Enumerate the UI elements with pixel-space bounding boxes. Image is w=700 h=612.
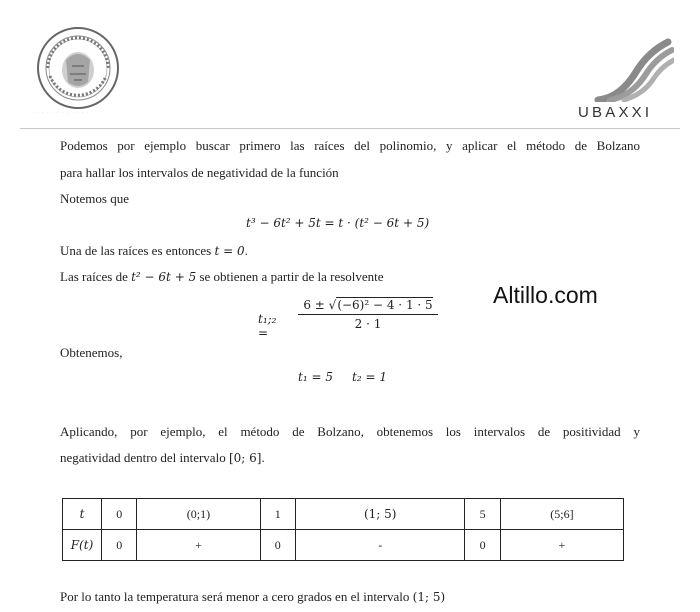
paragraph-intro-line1: Podemos por ejemplo buscar primero las raíces del polinomio, y aplicar el método de Bolzano [60, 138, 640, 153]
paragraph-bolzano-line1: Aplicando, por ejemplo, el método de Bolzano, obtenemos los intervalos de positividad y [60, 424, 640, 439]
formula-radicand: (−6)² − 4 · 1 · 5 [337, 298, 433, 312]
roots-result: t₁ = 5 t₂ = 1 [298, 370, 387, 384]
paragraph-obtenemos: Obtenemos, [60, 345, 123, 360]
table-cell: (5;6] [500, 499, 623, 530]
table-cell: (0;1) [137, 499, 260, 530]
table-cell: + [137, 530, 260, 561]
resolvente-text-b: se obtienen a partir de la resolvente [196, 269, 384, 284]
table-cell: t [63, 499, 102, 530]
formula-lhs: t₁;₂ = [258, 312, 277, 340]
conclusion-interval-math: (1; 5) [412, 590, 446, 604]
table-cell: 0 [465, 530, 500, 561]
paragraph-notemos: Notemos que [60, 191, 129, 206]
conclusion-text: Por lo tanto la temperatura será menor a cero grados en el intervalo [60, 589, 413, 604]
university-seal-logo [36, 26, 120, 110]
resolvente-text-a: Las raíces de [60, 269, 132, 284]
table-cell: 1 [260, 499, 295, 530]
table-cell: - [295, 530, 465, 561]
table-cell: 5 [465, 499, 500, 530]
equation-factorization: t³ − 6t² + 5t = t · (t² − 6t + 5) [246, 216, 430, 230]
table-cell: 0 [102, 499, 137, 530]
header-divider [20, 128, 680, 129]
formula-fraction [298, 298, 438, 331]
watermark-text: Altillo.com [493, 282, 598, 308]
table-cell: 0 [102, 530, 137, 561]
table-cell: F(t) [63, 530, 102, 561]
seal-caption-decoration: · · · · · · · · · · · · [32, 110, 90, 116]
paragraph-conclusion [60, 588, 445, 606]
formula-denominator: 2 · 1 [354, 317, 382, 331]
formula-numerator: 6 ± √(−6)² − 4 · 1 · 5 [298, 298, 438, 315]
ubaxxi-logo-mark [592, 38, 674, 102]
table-cell: + [500, 530, 623, 561]
table-row [63, 530, 624, 561]
table-row [63, 499, 624, 530]
sign-table [62, 498, 624, 561]
paragraph-intro-line2: para hallar los intervalos de negatividad de la función [60, 165, 339, 180]
bolzano-end: . [261, 450, 265, 465]
first-root-math: t = 0 [214, 244, 245, 258]
paragraph-resolvente [60, 268, 384, 286]
bolzano-text: negatividad dentro del intervalo [60, 450, 229, 465]
ubaxxi-logo-text: UBAXXI [578, 104, 653, 121]
bolzano-interval-math: [0; 6] [228, 451, 262, 465]
resolvente-math: t² − 6t + 5 [131, 270, 197, 284]
paragraph-bolzano-line2 [60, 449, 265, 467]
formula-numerator-prefix: 6 ± [303, 298, 329, 312]
first-root-text: Una de las raíces es entonces [60, 243, 215, 258]
table-cell: 0 [260, 530, 295, 561]
table-cell: (1; 5) [295, 499, 465, 530]
first-root-end: . [244, 243, 248, 258]
paragraph-first-root [60, 242, 248, 260]
